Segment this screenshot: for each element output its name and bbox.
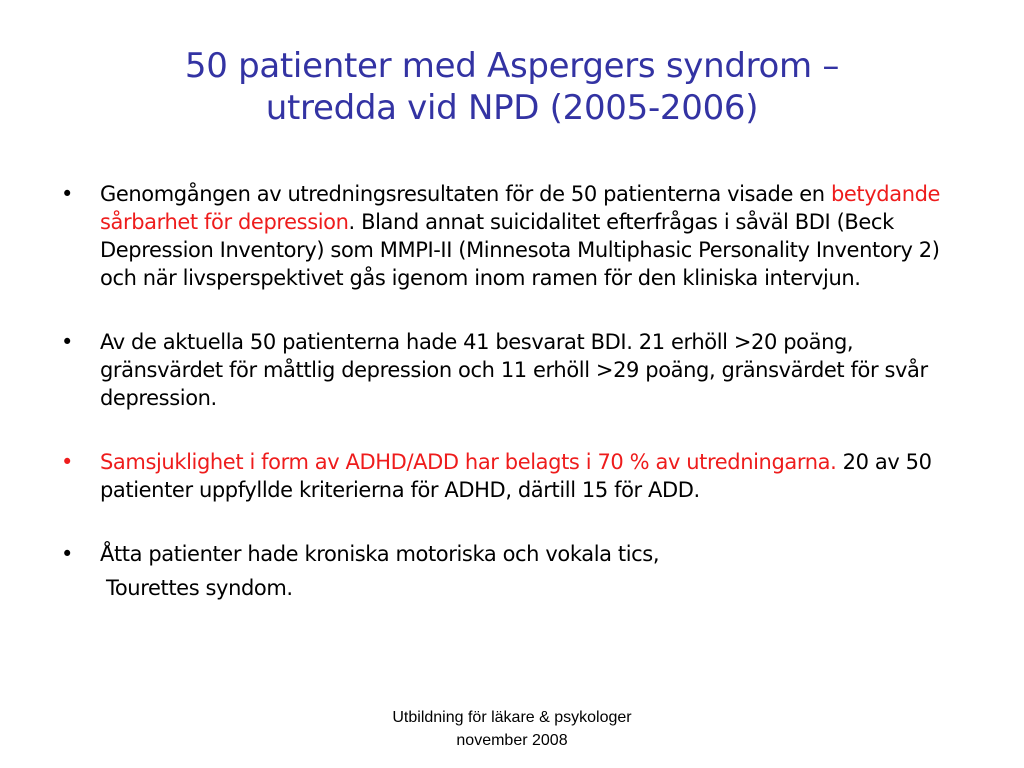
bullet-text-post: . Bland annat suicidalitet efterfrågas i såväl BDI (Beck Depression Inventory) som MMPI-II (Minnesota Multiphasic Personality Inventory 2) och när livsperspektivet gås igenom inom ramen för den kliniska intervjun. bbox=[100, 210, 940, 290]
bullet-text-highlight: Samsjuklighet i form av ADHD/ADD har belagts i 70 % av utredningarna. bbox=[100, 450, 837, 474]
bullet-item-adhd bbox=[55, 448, 975, 504]
slide-title-line-1: 50 patienter med Aspergers syndrom – bbox=[184, 46, 840, 86]
bullet-text: Av de aktuella 50 patienterna hade 41 besvarat BDI. 21 erhöll >20 poäng, gränsvärdet för måttlig depression och 11 erhöll >29 poäng, gränsvärdet för svår depression. bbox=[100, 330, 928, 410]
bullet-text-post: 20 av 50 patienter uppfyllde kriterierna för ADHD, därtill 15 för ADD. bbox=[100, 450, 932, 502]
bullet-item-depression bbox=[55, 180, 975, 292]
slide-title bbox=[60, 45, 964, 129]
bullet-marker: • bbox=[61, 450, 73, 474]
bullet-text-highlight: betydande sårbarhet för depression bbox=[100, 182, 941, 234]
bullet-marker: • bbox=[61, 542, 73, 566]
slide-title-line-2: utredda vid NPD (2005-2006) bbox=[265, 88, 759, 128]
footer-line-1: Utbildning för läkare & psykologer bbox=[392, 709, 632, 726]
bullet-text-line-1: Åtta patienter hade kroniska motoriska och vokala tics, bbox=[100, 542, 660, 566]
bullet-marker: • bbox=[61, 182, 73, 206]
bullet-item-tics bbox=[55, 540, 975, 602]
slide-footer bbox=[312, 706, 712, 752]
footer-line-2: november 2008 bbox=[456, 732, 568, 749]
bullet-text-line-2: Tourettes syndom. bbox=[106, 576, 293, 600]
bullet-item-bdi bbox=[55, 328, 975, 412]
bullet-list bbox=[55, 180, 975, 602]
bullet-text-pre: Genomgången av utredningsresultaten för de 50 patienterna visade en bbox=[100, 182, 831, 206]
bullet-marker: • bbox=[61, 330, 73, 354]
